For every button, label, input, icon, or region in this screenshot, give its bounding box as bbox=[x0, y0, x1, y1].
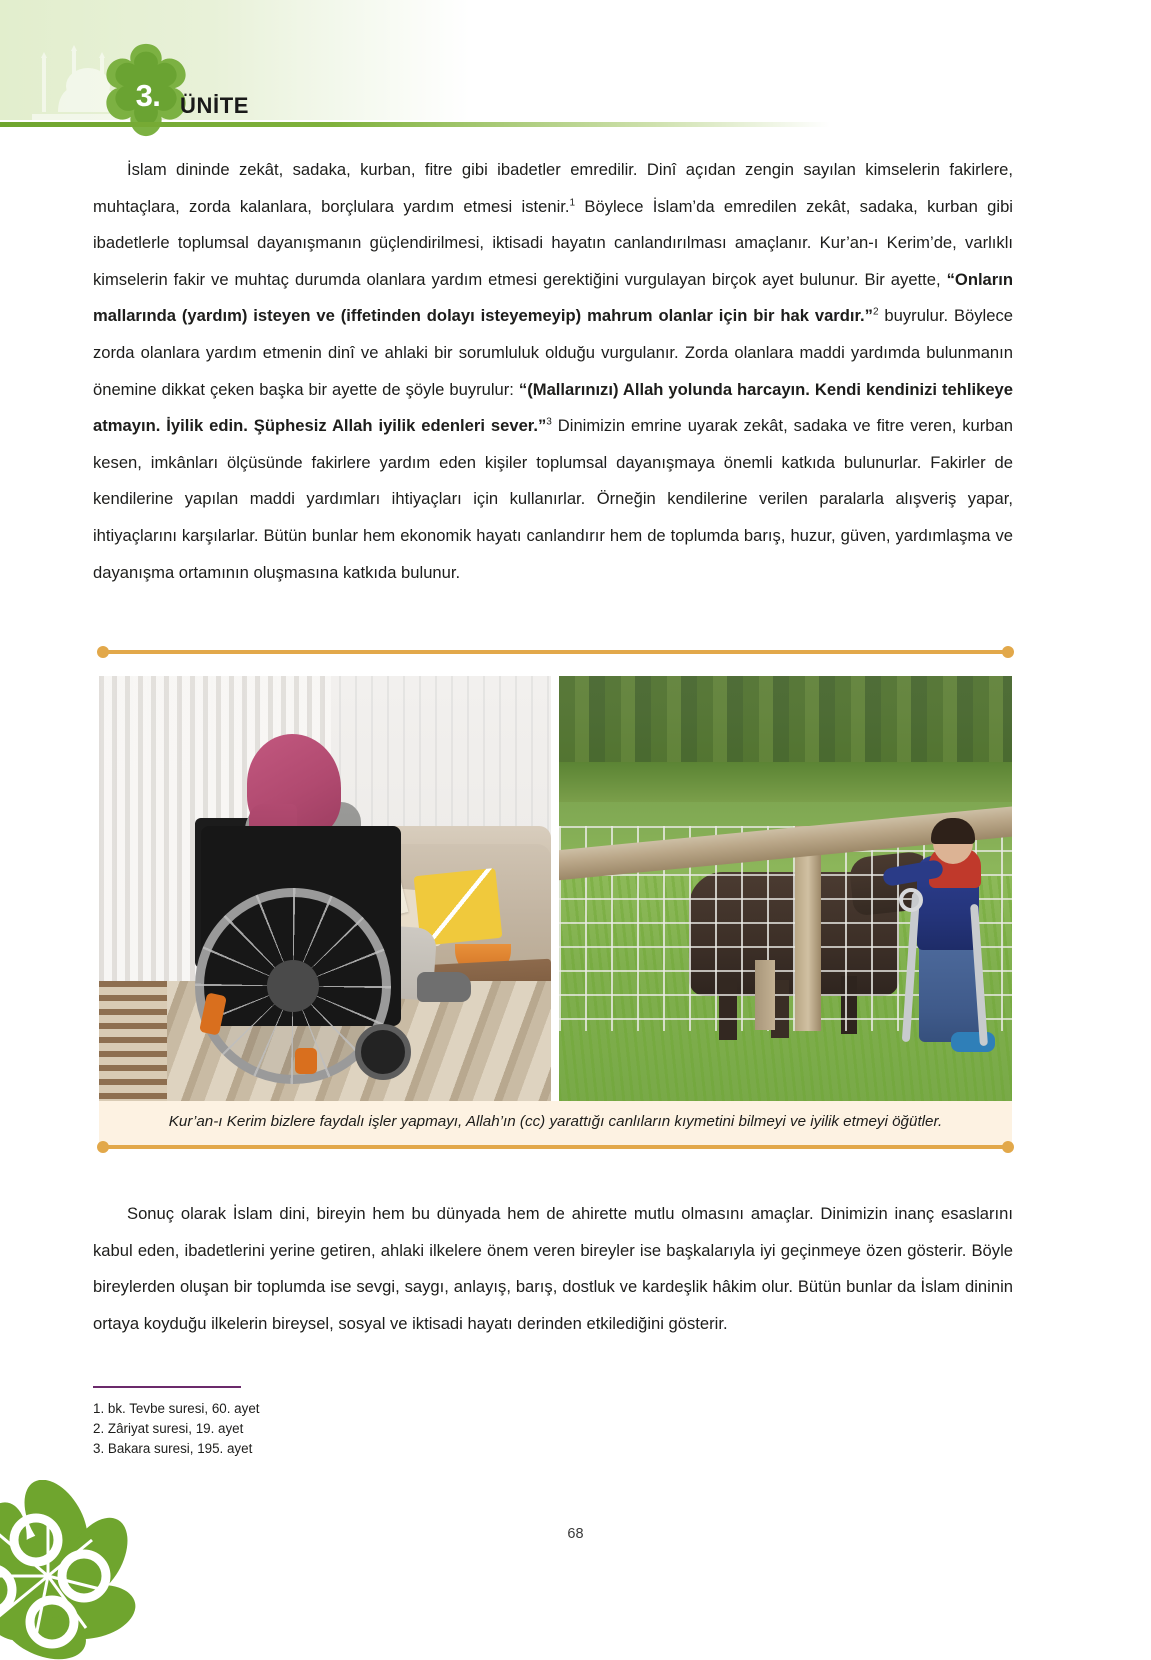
photo-crutch-cuff bbox=[899, 888, 923, 912]
paragraph-one bbox=[93, 152, 1013, 591]
photo-boy-legs bbox=[919, 940, 981, 1042]
footnote-separator-rule bbox=[93, 1386, 241, 1388]
photo-fence-post-secondary bbox=[755, 960, 775, 1030]
paragraph-two: Sonuç olarak İslam dini, bireyin hem bu dünyada hem de ahirette mutlu olmasını amaçlar. Dinimizin inanç esaslarını kabul eden, ibadetlerini yerine getiren, ahlaki ilkelere önem veren bireyler ise başkalarıyla iyi geçinmeye özen gösterir. Böyle bireylerden oluşan bir toplumda ise sevgi, saygı, anlayış, barış, dostluk ve kardeşlik hâkim olur. Bütün bunlar da İslam dininin ortaya koyduğu ilkelerin bireysel, sosyal ve iktisadi hayatı derinden etkilediğini gösterir. bbox=[93, 1204, 1013, 1333]
photo-boy-and-pony bbox=[559, 676, 1012, 1101]
footnotes-block bbox=[93, 1386, 593, 1459]
figure-block bbox=[99, 650, 1012, 1149]
par1-part2: Böylece İslam’da emredilen zekât, sadaka, kurban gibi ibadetlerle toplumsal dayanışmanın güçlendirilmesi, iktisadi hayatın canlandırılması amaçlanır. Kur’an-ı Kerim’de, varlıklı kimselerin fakir ve muhtaç durumda olanlara yardım etmesi gerektiğini vurgulayan birçok ayet bulunur. Bir ayette, bbox=[93, 196, 1013, 289]
photo-caster-wheel bbox=[355, 1024, 411, 1080]
figure-frame-bottom bbox=[99, 1145, 1012, 1149]
frame-dot-top-left bbox=[97, 646, 109, 658]
photo-boy-shoe bbox=[951, 1032, 995, 1052]
frame-dot-bottom-right bbox=[1002, 1141, 1014, 1153]
quote-one: “Onların mallarında (yardım) isteyen ve (iffetinden dolayı isteyemeyip) mahrum olanlar için bir hak vardır.” bbox=[93, 269, 1013, 326]
photo-wheel-hub bbox=[267, 960, 319, 1012]
photo-person-shoe bbox=[417, 972, 471, 1002]
photo-row bbox=[99, 676, 1012, 1101]
footnote-ref-2: 2 bbox=[872, 306, 879, 318]
photo-rug-fringe bbox=[99, 981, 167, 1101]
par1-part1: İslam dininde zekât, sadaka, kurban, fitre gibi ibadetler emredilir. Dinî açıdan zengin sayılan kimselerin fakirlere, muhtaçlara, zorda kalanlara, borçlulara yardım etmesi istenir. bbox=[93, 160, 1013, 216]
footnote-item: 2. Zâriyat suresi, 19. ayet bbox=[93, 1421, 244, 1436]
floral-corner-ornament-icon bbox=[0, 1480, 146, 1660]
page-number: 68 bbox=[567, 1526, 584, 1542]
main-content-lower bbox=[93, 1196, 1013, 1342]
par1-part4: Dinimizin emrine uyarak zekât, sadaka ve fitre veren, kurban kesen, imkânları ölçüsünde fakirlere yardım eden kişiler toplumsal dayanışmaya önemli katkıda bulunurlar. Fakirler de kendilerine yapılan maddi yardımları ihtiyaçları için kullanırlar. Örneğin kendilerine verilen paralarla alışveriş yapar, ihtiyaçlarını karşılarlar. Bütün bunlar hem ekonomik hayatı canlandırır hem de toplumda barış, huzur, güven, yardımlaşma ve dayanışma ortamının oluşmasına katkıda bulunur. bbox=[93, 416, 1013, 582]
par1-part3: buyrulur. Böylece zorda olanlara yardım etmenin dinî ve ahlaki bir sorumluluk olduğu vurgulanır. Zorda olanlara maddi yardımda bulunmanın önemine dikkat çeken başka bir ayette de şöyle buyrulur: bbox=[93, 306, 1013, 399]
footnote-item: 1. bk. Tevbe suresi, 60. ayet bbox=[93, 1401, 260, 1416]
figure-caption: Kur’an-ı Kerim bizlere faydalı işler yapmayı, Allah’ın (cc) yarattığı canlıların kıymetini bilmeyi ve iyilik etmeyi öğütler. bbox=[99, 1101, 1012, 1145]
quote-two: “(Mallarınızı) Allah yolunda harcayın. Kendi kendinizi tehlikeye atmayın. İyilik edin. Şüphesiz Allah iyilik edenleri sever.” bbox=[93, 379, 1014, 436]
footnote-ref-3: 3 bbox=[546, 416, 552, 428]
frame-dot-bottom-left bbox=[97, 1141, 109, 1153]
page-header bbox=[0, 0, 1151, 132]
figure-frame-top bbox=[99, 650, 1012, 654]
photo-wheel-accent-right bbox=[295, 1048, 317, 1074]
main-content bbox=[93, 152, 1013, 591]
footnote-ref-1: 1 bbox=[569, 197, 576, 209]
unit-label: ÜNİTE bbox=[180, 93, 249, 118]
header-rule bbox=[0, 122, 830, 127]
unit-number: 3. bbox=[135, 78, 161, 113]
footnote-item: 3. Bakara suresi, 195. ayet bbox=[93, 1441, 253, 1456]
frame-dot-top-right bbox=[1002, 646, 1014, 658]
photo-wheelchair-reader bbox=[99, 676, 551, 1101]
